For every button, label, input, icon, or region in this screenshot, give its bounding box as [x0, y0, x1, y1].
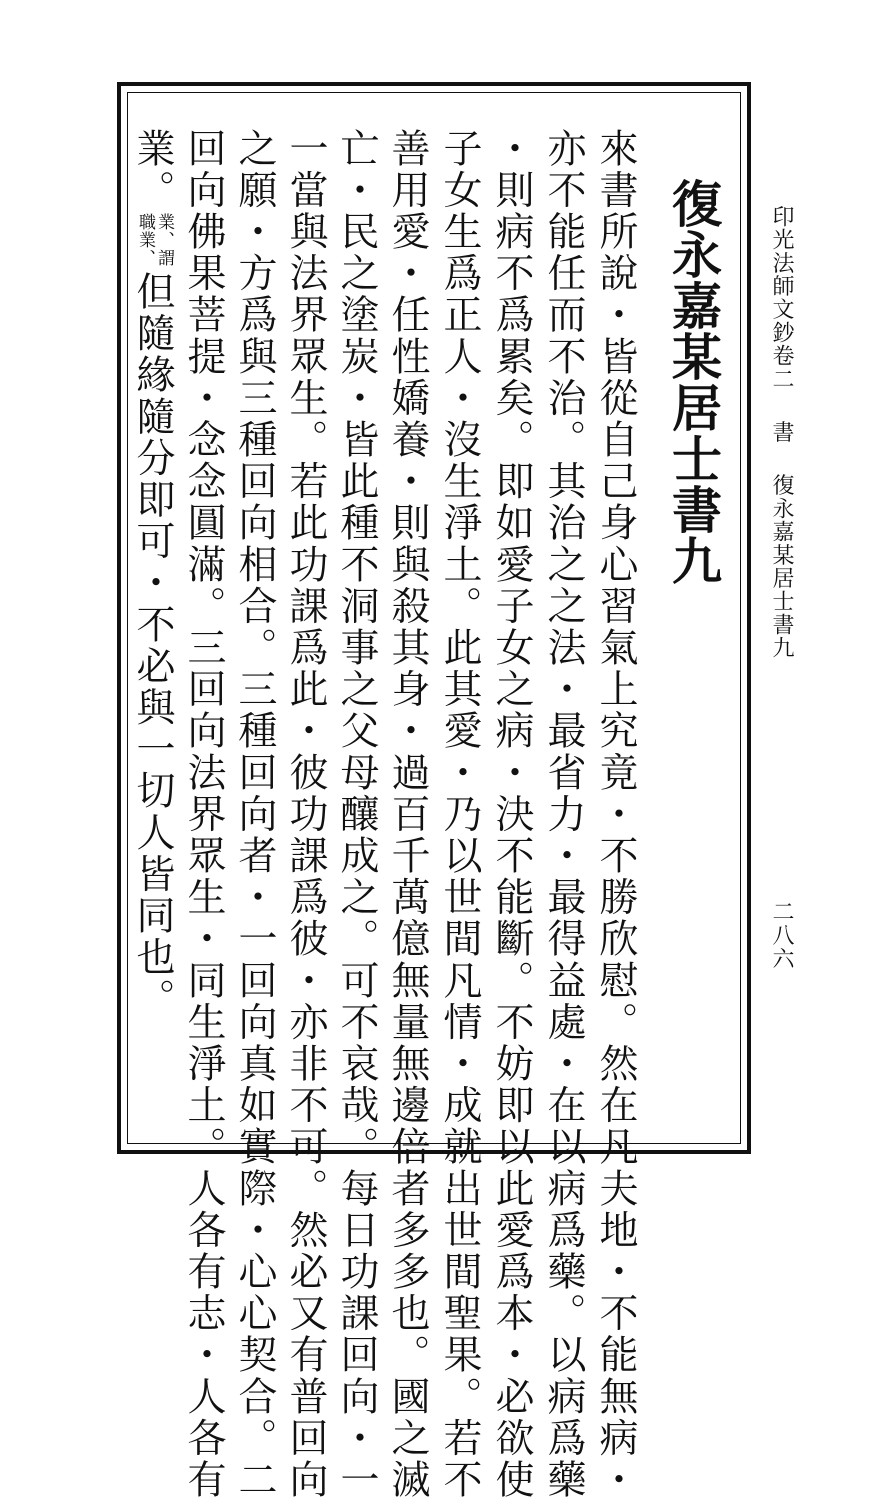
text-column-10 [130, 128, 175, 1021]
text-column-3: ・則病不爲累矣。即如愛子女之病・決不能斷。不妨即以此愛爲本・必欲使 [489, 128, 534, 1501]
letter-title: 復永嘉某居士書九 [664, 178, 723, 586]
text-column-2: 亦不能任而不治。其治之之法・最省力・最得益處・在以病爲藥。以病爲藥 [541, 128, 586, 1501]
interlinear-note [134, 213, 172, 267]
last-column-lead: 業。 [130, 128, 175, 212]
note-line-right: 業、謂 [154, 213, 174, 268]
text-column-7: 一當與法界眾生。若此功課爲此・彼功課爲彼・亦非不可。然必又有普回向 [283, 128, 328, 1501]
text-column-1: 來書所說・皆從自己身心習氣上究竟・不勝欣慰。然在凡夫地・不能無病・ [593, 128, 638, 1501]
last-column-rest: 但隨緣隨分即可・不必與一切人皆同也。 [130, 271, 175, 1021]
text-column-6: 亡・民之塗炭・皆此種不洞事之父母釀成之。可不哀哉。每日功課回向・一 [334, 128, 379, 1501]
running-header [770, 205, 792, 659]
text-column-9: 回向佛果菩提・念念圓滿。三回向法界眾生・同生淨土。人各有志・人各有 [181, 128, 226, 1501]
page-number: 二八六 [769, 900, 794, 971]
text-column-4: 子女生爲正人・沒生淨土。此其愛・乃以世間凡情・成就出世間聖果。若不 [437, 128, 482, 1501]
header-letter-title: 復永嘉某居士書九 [769, 473, 794, 660]
header-section: 書 [769, 420, 794, 444]
text-column-5: 善用愛・任性嬌養・則與殺其身・過百千萬億無量無邊倍者多多也。國之滅 [385, 128, 430, 1501]
header-book-title: 印光法師文鈔卷二 [769, 205, 794, 391]
text-column-8: 之願・方爲與三種回向相合。三種回向者・一回向真如實際・心心契合。二 [232, 128, 277, 1501]
note-line-left: 職業、 [135, 213, 155, 268]
